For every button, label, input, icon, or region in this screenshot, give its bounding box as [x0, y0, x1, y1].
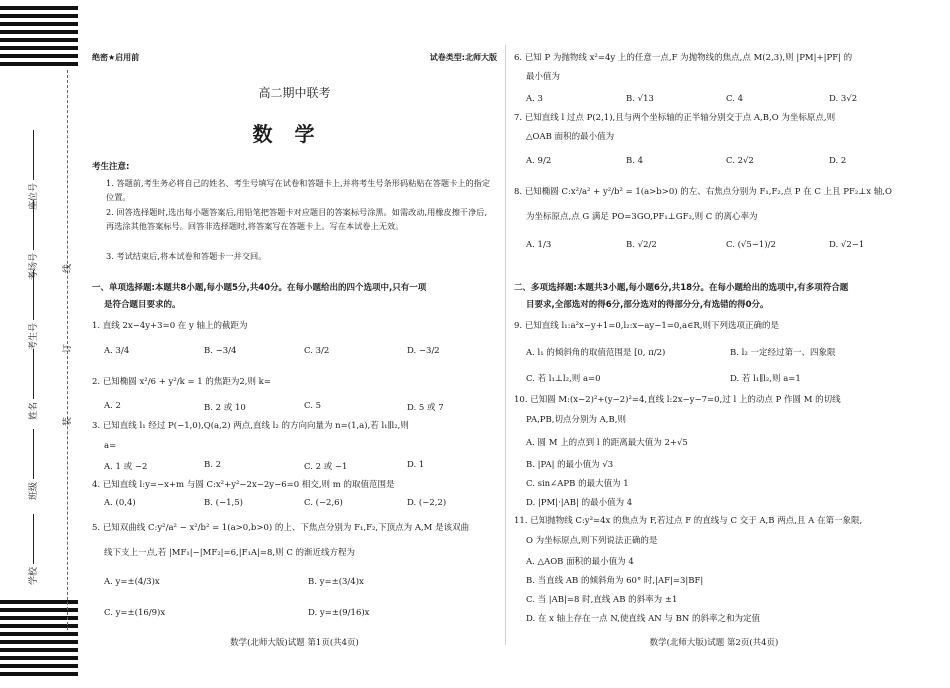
option-d: D. 在 x 轴上存在一点 N,使直线 AN 与 BN 的斜率之和为定值	[526, 614, 760, 624]
question-4: 4. 已知直线 l:y=−x+m 与圆 C:x²+y²−2x−2y−6=0 相交,则 m 的取值范围是	[92, 480, 395, 490]
notice-item: 3. 考试结束后,将本试卷和答题卡一并交回。	[106, 251, 267, 261]
question-7: 7. 已知直线 l 过点 P(2,1),且与两个坐标轴的正半轴分别交于点 A,B,O 为坐标原点,则 △OAB 面积的最小值为	[514, 113, 836, 142]
option-d: D. 2	[829, 156, 847, 166]
notice-item: 2. 回答选择题时,选出每小题答案后,用铅笔把答题卡对应题目的答案标号涂黑。如需改动,用橡皮擦干净后,再选涂其他答案标号。回答非选择题时,将答案写在答题卡上。写在本试卷上无效。	[106, 207, 488, 231]
option-b: B. 2	[204, 460, 222, 470]
option-c: C. 4	[726, 94, 744, 104]
section-2-title: 二、多项选择题:本题共3小题,每小题6分,共18分。在每小题给出的选项中,有多项符合题 目要求,全部选对的得6分,部分选对的得部分分,有选错的得0分。	[514, 283, 849, 310]
option-b: B. (−1,5)	[204, 498, 243, 508]
option-b: B. √2/2	[626, 240, 657, 250]
question-10: 10. 已知圆 M:(x−2)²+(y−2)²=4,直线 l:2x−y−7=0,过 l 上的动点 P 作圆 M 的切线 PA,PB,切点分别为 A,B,则	[514, 395, 841, 425]
page-footer: 数学(北师大版)试题 第1页(共4页)	[230, 638, 359, 648]
option-a: A. 圆 M 上的点到 l 的距离最大值为 2+√5	[526, 438, 688, 448]
option-b: B. y=±(3/4)x	[308, 577, 364, 587]
page-footer: 数学(北师大版)试题 第2页(共4页)	[649, 638, 779, 648]
school-field: 学校	[26, 514, 39, 585]
seat-number-field: 座位号	[26, 130, 39, 210]
seal-char-line: 线	[63, 263, 74, 274]
binding-strip	[0, 0, 78, 688]
exam-room-field: 考场号	[26, 200, 39, 280]
question-2: 2. 已知椭圆 x²/6 + y²/k = 1 的焦距为2,则 k=	[92, 377, 271, 387]
option-d: D. 若 l₁∥l₂,则 a=1	[730, 374, 801, 384]
notice-item: 1. 答题前,考生务必将自己的姓名、考生号填写在试卷和答题卡上,并将考生号条形码粘贴在答题卡上的指定位置。	[106, 178, 491, 202]
question-9: 9. 已知直线 l₁:a²x−y+1=0,l₂:x−ay−1=0,a∈R,则下列选项正确的是	[514, 321, 779, 331]
option-c: C. 2√2	[726, 156, 754, 166]
option-c: C. 2 或 −1	[304, 462, 348, 472]
option-a: A. △AOB 面积的最小值为 4	[526, 557, 634, 567]
option-b: B. −3/4	[204, 346, 237, 356]
option-b: B. 4	[626, 156, 644, 166]
option-c: C. sin∠APB 的最大值为 1	[526, 479, 629, 489]
option-a: A. 2	[104, 401, 121, 411]
candidate-number-field: 考生号	[26, 270, 39, 350]
option-c: C. 3/2	[304, 346, 330, 356]
option-d: D. √2−1	[829, 240, 865, 250]
seal-char-pack: 装	[63, 416, 74, 427]
option-a: A. y=±(4/3)x	[104, 577, 160, 587]
option-d: D. 3√2	[829, 94, 858, 104]
option-a: A. 9/2	[526, 156, 552, 166]
seal-char-bind: 订	[63, 343, 74, 354]
option-b: B. √13	[626, 94, 654, 104]
question-11: 11. 已知抛物线 C:y²=4x 的焦点为 F,若过点 F 的直线与 C 交于 A,B 两点,且 A 在第一象限, O 为坐标原点,则下列说法正确的是	[514, 516, 863, 546]
exam-type-label: 试卷类型:北师大版	[429, 53, 497, 62]
option-d: D. −3/2	[407, 346, 440, 356]
name-field: 姓名	[26, 349, 39, 420]
question-5: 5. 已知双曲线 C:y²/a² − x²/b² = 1(a>0,b>0) 的上、下焦点分别为 F₁,F₂,下顶点为 A,M 是该双曲 线下支上一点,若 |MF₁|−|MF₂|=6,|F₁A|=8,则 C 的渐近线方程为	[92, 523, 470, 558]
section-1-title: 一、单项选择题:本题共8小题,每小题5分,共40分。在每小题给出的四个选项中,只有一项 是符合题目要求的。	[92, 283, 427, 310]
option-c: C. (−2,6)	[304, 498, 343, 508]
option-a: A. 1 或 −2	[104, 462, 148, 472]
subject-title: 数学	[252, 122, 337, 146]
option-a: A. (0,4)	[104, 498, 136, 508]
option-d: D. |PM|·|AB| 的最小值为 4	[526, 498, 633, 508]
option-d: D. 5 或 7	[407, 403, 444, 413]
option-a: A. l₁ 的倾斜角的取值范围是 [0, π/2)	[526, 348, 666, 358]
option-c: C. 5	[304, 401, 322, 411]
option-a: A. 1/3	[526, 240, 552, 250]
question-1: 1. 直线 2x−4y+3=0 在 y 轴上的截距为	[92, 321, 248, 331]
question-3: 3. 已知直线 l₁ 经过 P(−1,0),Q(a,2) 两点,直线 l₂ 的方向向量为 n=(1,a),若 l₁∥l₂,则 a=	[92, 421, 409, 451]
option-b: B. 当直线 AB 的倾斜角为 60° 时,|AF|=3|BF|	[526, 576, 704, 586]
exam-title: 高二期中联考	[258, 86, 331, 100]
option-d: D. y=±(9/16)x	[308, 608, 370, 618]
option-c: C. y=±(16/9)x	[104, 608, 166, 618]
page-header	[92, 52, 497, 63]
decorative-stripes-top	[0, 6, 78, 66]
question-8: 8. 已知椭圆 C:x²/a² + y²/b² = 1(a>b>0) 的左、右焦点分别为 F₁,F₂,点 P 在 C 上且 PF₂⊥x 轴,O 为坐标原点,点 G 满足 PO=3GO,PF₁⊥GF₂,则 C 的离心率为	[514, 187, 892, 222]
option-d: D. 1	[407, 460, 425, 470]
page-divider	[505, 45, 506, 645]
secret-label: 绝密★启用前	[92, 53, 140, 62]
option-b: B. 2 或 10	[204, 403, 246, 413]
option-d: D. (−2,2)	[407, 498, 447, 508]
notice-title: 考生注意:	[92, 162, 130, 172]
question-6: 6. 已知 P 为抛物线 x²=4y 上的任意一点,F 为抛物线的焦点,点 M(2,3),则 |PM|+|PF| 的 最小值为	[514, 53, 853, 82]
option-c: C. (√5−1)/2	[726, 240, 776, 250]
option-b: B. |PA| 的最小值为 √3	[526, 460, 614, 470]
option-c: C. 当 |AB|=8 时,直线 AB 的斜率为 ±1	[526, 595, 678, 605]
class-field: 班级	[26, 429, 39, 500]
option-b: B. l₂ 一定经过第一、四象限	[730, 348, 836, 358]
option-a: A. 3/4	[104, 346, 130, 356]
option-c: C. 若 l₁⊥l₂,则 a=0	[526, 374, 601, 384]
option-a: A. 3	[526, 94, 543, 104]
